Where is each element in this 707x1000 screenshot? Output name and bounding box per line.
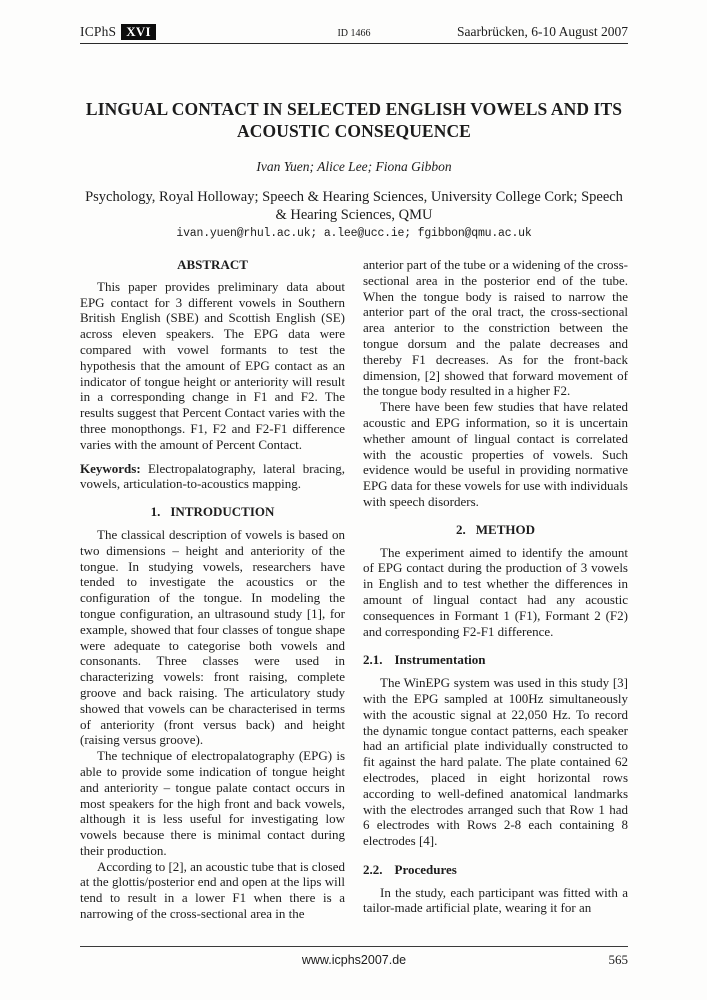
conference-label [80, 24, 337, 40]
footer-url: www.icphs2007.de [301, 953, 407, 967]
conference-name: ICPhS [80, 24, 117, 39]
emails-line: ivan.yuen@rhul.ac.uk; a.lee@ucc.ie; fgibbon@qmu.ac.uk [176, 227, 532, 240]
procedures-subheading-text: Procedures [394, 861, 457, 877]
method-heading-number: 2. [456, 521, 466, 537]
introduction-heading-text: INTRODUCTION [170, 504, 275, 520]
introduction-paragraph-3: According to [2], an acoustic tube that is closed at the glottis/posterior end and open at the lips will tend to result in a lower F1 when there is a narrowing of the cross-sectional area in the [80, 858, 346, 922]
paper-title: LINGUAL CONTACT IN SELECTED ENGLISH VOWELS AND ITS ACOUSTIC CONSEQUENCE [85, 99, 623, 141]
affiliation-line: Psychology, Royal Holloway; Speech & Hearing Sciences, University College Cork; Speech & Hearing Sciences, QMU [85, 189, 623, 223]
conference-location-date: Saarbrücken, 6-10 August 2007 [457, 24, 628, 39]
procedures-subheading-number: 2.2. [363, 861, 383, 877]
instrumentation-subheading [363, 652, 628, 668]
method-heading [363, 522, 628, 538]
continued-paragraph-2: There have been few studies that have related acoustic and EPG information, so it is uncertain whether amount of lingual contact is correlated with the acoustic properties of vowels. Such evidence would be useful in providing normative EPG data for these vowels for use with individuals with speech disorders. [363, 399, 628, 509]
right-column [363, 257, 628, 922]
paper-id: ID 1466 [337, 28, 371, 39]
body-columns [80, 257, 628, 922]
running-header [80, 24, 628, 44]
method-heading-text: METHOD [475, 521, 535, 537]
keywords-text: Electropalatography, lateral bracing, vowels, articulation-to-acoustics mapping. [80, 460, 345, 492]
running-footer [80, 946, 628, 968]
title-block [80, 98, 628, 240]
continued-paragraph-1: anterior part of the tube or a widening of the cross-sectional area in the posterior end of the tube. When the tongue body is raised to narrow the anterior part of the oral tract, the cross-sectional area anterior to the constriction between the tongue dorsum and the palate decreases and thereby F1 decreases. As for the front-back dimension, [2] showed that forward movement of the tongue body resulted in a higher F2. [363, 257, 628, 399]
page-number: 565 [608, 952, 628, 967]
instrumentation-subheading-text: Instrumentation [394, 652, 486, 668]
keywords-label: Keywords: [80, 460, 141, 476]
abstract-heading: ABSTRACT [177, 257, 248, 272]
authors-line: Ivan Yuen; Alice Lee; Fiona Gibbon [256, 159, 452, 174]
introduction-heading-number: 1. [150, 504, 161, 520]
procedures-subheading [363, 862, 628, 878]
introduction-heading [80, 504, 345, 520]
abstract-paragraph: This paper provides preliminary data about EPG contact for 3 different vowels in Southern British English (SBE) and Scottish English (SE) across eleven speakers. The EPG data were compared with vowel formants to test the hypothesis that the amount of EPG contact as an indicator of tongue height or anteriority will result in a corresponding change in F1 and F2. The results suggest that Percent Contact varies with the three monopthongs. F1, F2 and F2-F1 difference varies with the amount of Percent Contact. [80, 278, 345, 452]
introduction-paragraph-2: The technique of electropalatography (EPG) is able to provide some indication of tongue height and anteriority – tongue palate contact occurs in most speakers for the high front and back vowels, although it is less useful for investigating low vowels because there is minimal contact during their production. [80, 748, 345, 858]
conference-edition-badge: XVI [121, 24, 155, 40]
method-paragraph-1: The experiment aimed to identify the amount of EPG contact during the production of 3 vowels in English and to test whether the differences in amount of lingual contact had any acoustic consequences in Formant 1 (F1), Formant 2 (F2) and corresponding F2-F1 difference. [363, 544, 628, 639]
procedures-paragraph-1: In the study, each participant was fitted with a tailor-made artificial plate, wearing it for an [363, 884, 628, 916]
left-column [80, 257, 345, 922]
introduction-paragraph-1: The classical description of vowels is based on two dimensions – height and anteriority of the tongue. In studying vowels, researchers have tended to investigate the acoustics or the configuration of the tongue. In modeling the tongue configuration, an ultrasound study [1], for example, showed that four classes of tongue shape were adequate to categorise both vowels and consonants. Three classes were used in characterizing vowels: front raising, complete groove and back raising. The articulatory study showed that vowels can be characterised in terms of anteriority (front versus back) and height (raising versus groove). [80, 526, 345, 748]
keywords-paragraph [80, 461, 345, 493]
instrumentation-subheading-number: 2.1. [363, 652, 383, 668]
instrumentation-paragraph-1: The WinEPG system was used in this study [3] with the EPG sampled at 100Hz simultaneously with the acoustic signal at 22,050 Hz. To record the dynamic tongue contact patterns, each speaker had an artificial plate individually constructed to fit against the hard palate. The plate contained 62 electrodes, placed in eight horizontal rows according to well-defined anatomical landmarks with the electrodes arranged such that Row 1 had 6 electrodes with Rows 2-8 each containing 8 electrodes [4]. [363, 675, 628, 849]
